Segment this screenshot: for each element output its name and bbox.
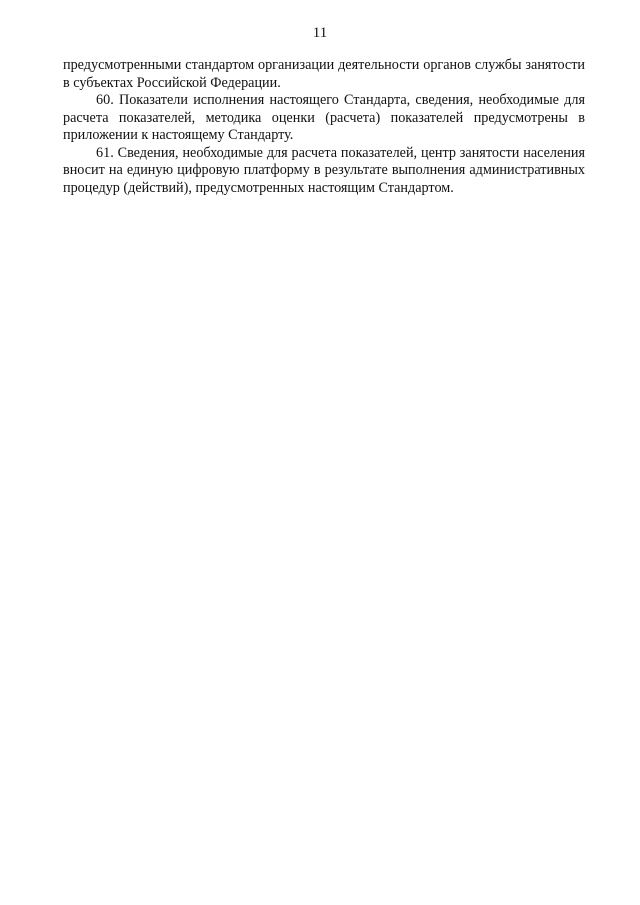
paragraph-continuation: предусмотренными стандартом организации деятельности органов службы занятости в субъектах Российской Федерации.: [63, 57, 585, 91]
page-number: 11: [312, 25, 328, 41]
paragraph-60: 60. Показатели исполнения настоящего Стандарта, сведения, необходимые для расчета показателей, методика оценки (расчета) показателей предусмотрены в приложении к настоящему Стандарту.: [63, 92, 585, 143]
document-body: [63, 57, 585, 197]
paragraph-61: 61. Сведения, необходимые для расчета показателей, центр занятости населения вносит на единую цифровую платформу в результате выполнения административных процедур (действий), предусмотренных настоящим Стандартом.: [63, 144, 585, 196]
